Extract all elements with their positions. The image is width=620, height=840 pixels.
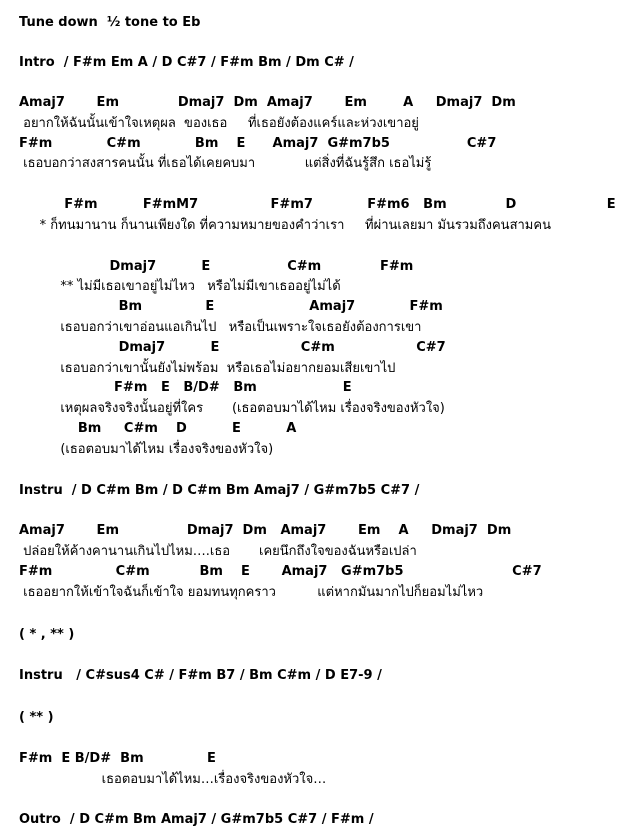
instru-line: Instru / C#sus4 C# / F#m B7 / Bm C#m / D E7-9 / [19, 668, 382, 683]
outro-line: Outro / D C#m Bm Amaj7 / G#m7b5 C#7 / F#m / [19, 812, 374, 827]
lyric-line: เธอบอกว่าเขานั้นยังไม่พร้อม หรือเธอไม่อยากยอมเสียเขาไป [19, 361, 396, 376]
chord-line: Bm E Amaj7 F#m [19, 299, 443, 314]
lyric-line: ปล่อยให้ค้างคานานเกินไปไหม….เธอ เคยนึกถึงใจของฉันหรือเปล่า [19, 544, 417, 559]
chord-line: Bm C#m D E A [19, 421, 297, 436]
lyric-line: เธออยากให้เข้าใจฉันก็เข้าใจ ยอมทนทุกคราว แต่หากมันมากไปก็ยอมไม่ไหว [19, 585, 484, 600]
chord-line: F#m E B/D# Bm E [19, 751, 216, 766]
lyric-line: เธอบอกว่าสงสารคนนั้น ที่เธอได้เคยคบมา แต่สิ่งที่ฉันรู้สึก เธอไม่รู้ [19, 156, 432, 171]
chord-line: Amaj7 Em Dmaj7 Dm Amaj7 Em A Dmaj7 Dm [19, 523, 512, 538]
repeat-marker: ( ** ) [19, 710, 54, 725]
lyric-line: อยากให้ฉันนั้นเข้าใจเหตุผล ของเธอ ที่เธอยังต้องแคร์และห่วงเขาอยู่ [19, 116, 419, 131]
tuning-note: Tune down ½ tone to Eb [19, 15, 201, 30]
repeat-marker: ( * , ** ) [19, 627, 75, 642]
chord-line: Amaj7 Em Dmaj7 Dm Amaj7 Em A Dmaj7 Dm [19, 95, 516, 110]
lyric-line: (เธอตอบมาได้ไหม เรื่องจริงของหัวใจ) [19, 442, 274, 457]
intro-line: Intro / F#m Em A / D C#7 / F#m Bm / Dm C# / [19, 55, 354, 70]
chord-line: Dmaj7 E C#m F#m [19, 259, 414, 274]
chord-line: F#m C#m Bm E Amaj7 G#m7b5 C#7 [19, 564, 542, 579]
chord-line: F#m E B/D# Bm E [19, 380, 352, 395]
chord-line: Dmaj7 E C#m C#7 [19, 340, 446, 355]
lyric-line: เหตุผลจริงจริงนั้นอยู่ที่ใคร (เธอตอบมาได้ไหม เรื่องจริงของหัวใจ) [19, 401, 445, 416]
lyric-line: เธอตอบมาได้ไหม…เรื่องจริงของหัวใจ… [19, 772, 327, 787]
lyric-line: ** ไม่มีเธอเขาอยู่ไม่ไหว หรือไม่มีเขาเธออยู่ไม่ได้ [19, 279, 341, 294]
lyric-line: เธอบอกว่าเขาอ่อนแอเกินไป หรือเป็นเพราะใจเธอยังต้องการเขา [19, 320, 422, 335]
chord-line: F#m F#mM7 F#m7 F#m6 Bm D E [19, 197, 616, 212]
lyric-line: * ก็ทนมานาน ก็นานเพียงใด ที่ความหมายของคำว่าเรา ที่ผ่านเลยมา มันรวมถึงคนสามคน [19, 218, 551, 233]
instru-line: Instru / D C#m Bm / D C#m Bm Amaj7 / G#m7b5 C#7 / [19, 483, 420, 498]
chord-line: F#m C#m Bm E Amaj7 G#m7b5 C#7 [19, 136, 497, 151]
